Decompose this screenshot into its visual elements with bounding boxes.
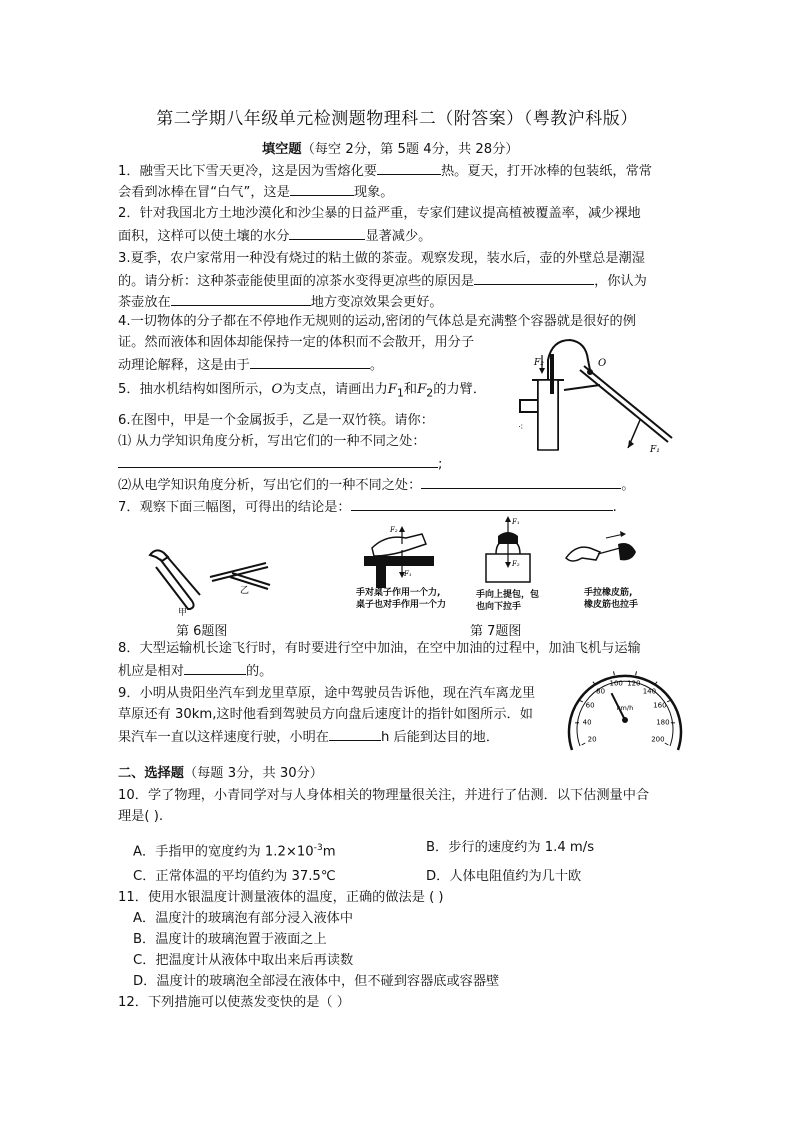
fig7-p1-caption-2: 桌子也对手作用一个力 — [356, 600, 447, 610]
fig7-p2-f2: F₂ — [512, 560, 520, 568]
q4-line3 — [118, 354, 383, 376]
speedometer-tick-mark — [636, 671, 637, 675]
q10-option-a[interactable] — [133, 838, 336, 862]
q1-line1 — [118, 160, 652, 182]
q5-text-b: 为支点，请画出力 — [282, 382, 388, 397]
q2-line1 — [118, 204, 641, 224]
speedometer-tick-mark — [582, 743, 586, 745]
q2-text-c: 显著减少。 — [365, 229, 432, 244]
fig6-wrench-chopsticks — [140, 543, 300, 618]
q5-and: 和 — [403, 382, 418, 397]
q9-blank[interactable] — [329, 726, 381, 741]
q11-optB-text: B．温度计的玻璃泡置于液面之上 — [133, 932, 327, 947]
q9-text-a: 9．小明从贵阳坐汽车到龙里草原，途中驾驶员告诉他，现在汽车离龙里 — [118, 686, 536, 701]
q11-optC-text: C．把温度计从液体中取出来后再读数 — [133, 953, 354, 968]
q11-option-d[interactable] — [133, 972, 499, 992]
q11-stem-text: 11．使用水银温度计测量液体的温度，正确的做法是 ( ) — [118, 890, 444, 905]
fig7-p2-f1: F₁ — [512, 518, 520, 526]
pump-o-label: O — [598, 358, 607, 369]
q10-optD-text: D．人体电阻值约为几十欧 — [426, 869, 582, 884]
q12-stem-text: 12．下列措施可以使蒸发变快的是（ ） — [118, 995, 350, 1010]
q2-line2 — [118, 225, 431, 247]
q8-blank[interactable] — [184, 660, 246, 675]
q9-text-d: h 后能到达目的地． — [381, 730, 500, 745]
section2-note: （每题 3分，共 30分） — [183, 766, 323, 781]
speedometer-tick-label: 200 — [651, 735, 665, 744]
fig7-p2-caption-1: 手向上提包，包 — [476, 590, 540, 600]
pump-figure — [510, 330, 680, 460]
q6-line2 — [118, 432, 426, 452]
fig6-label-jia: 甲 — [178, 608, 188, 618]
q4-text-d: 。 — [369, 358, 384, 373]
fig7-p1-caption-1: 手对桌子作用一个力, — [356, 588, 441, 598]
q6-semicolon: ; — [438, 457, 443, 472]
q3-text-e: 地方变凉效果会更好。 — [310, 295, 443, 310]
q9-line3 — [118, 726, 499, 748]
pump-f2-label: F₂ — [534, 358, 544, 368]
q3-text-a: 3.夏季，农户家常用一种没有烧过的粘土做的茶壶。观察发现，装水后，壶的外壁总是潮湿 — [118, 251, 645, 266]
q1-text-c: 会看到冰棒在冒“白气”，这是 — [118, 185, 290, 200]
speedometer-tick-label: 40 — [582, 718, 592, 727]
q5-f2: F — [417, 382, 427, 397]
q1-text-d: 现象。 — [353, 185, 394, 200]
speedometer-figure — [566, 658, 684, 754]
q11-option-a[interactable] — [133, 909, 353, 929]
q10-optC-text: C．正常体温的平均值约为 37.5℃ — [133, 869, 336, 884]
fig7-picture-3 — [562, 530, 642, 580]
fig7-caption: 第 7题图 — [470, 624, 522, 639]
speedometer-tick-label: 100 — [609, 679, 623, 688]
q3-line2 — [118, 270, 647, 292]
q4-line1 — [118, 312, 636, 332]
speedometer-tick-label: 120 — [627, 679, 641, 688]
q10-option-b[interactable] — [426, 838, 594, 858]
pump-pivot — [587, 369, 593, 375]
q5-line — [118, 380, 486, 404]
q10-option-d[interactable] — [426, 867, 581, 887]
q5-pivot: O — [271, 382, 283, 397]
q7-line — [118, 496, 617, 518]
speedometer-tick-label: 140 — [642, 687, 657, 696]
q6-text-c: ⑵从电学知识角度分析，写出它们的一种不同之处： — [118, 478, 422, 493]
q6-blank-2[interactable] — [421, 474, 621, 489]
q3-blank-1[interactable] — [474, 270, 594, 285]
fig7-p3-caption-2: 橡皮筋也拉手 — [584, 600, 639, 610]
q4-text-a: 4.一切物体的分子都在不停地作无规则的运动,密闭的气体总是充满整个容器就是很好的例 — [118, 314, 636, 329]
q10-optB-text: B．步行的速度约为 1.4 m/s — [426, 840, 595, 855]
q1-blank-1[interactable] — [377, 160, 441, 175]
fig7-picture-1 — [362, 520, 442, 590]
section1-note: （每空 2分，第 5题 4分，共 28分） — [301, 142, 519, 157]
fig7-p1-f2: F₂ — [390, 526, 398, 534]
q6-line3 — [118, 453, 442, 475]
fig7-picture-2 — [478, 514, 538, 586]
section1-heading — [262, 140, 519, 160]
q4-text-c: 动理论解释，这是由于 — [118, 358, 250, 373]
q7-text-a: 7．观察下面三幅图，可得出的结论是： — [118, 500, 351, 515]
q5-text-a: 5．抽水机结构如图所示， — [118, 382, 272, 397]
q10-optA-exp: -3 — [313, 843, 323, 853]
q10-text-a: 10．学了物理，小青同学对与人身体相关的物理量很关注，并进行了估测．以下估测量中合 — [118, 788, 650, 803]
q9-line2 — [118, 705, 533, 725]
speedometer-tick-label: 20 — [587, 735, 597, 744]
fig6-label-yi: 乙 — [240, 586, 250, 596]
q2-text-a: 2．针对我国北方土地沙漠化和沙尘暴的日益严重，专家们建议提高植被覆盖率，减少裸地 — [118, 206, 641, 221]
speedometer-tick-label: 180 — [656, 718, 670, 727]
q11-stem — [118, 888, 444, 908]
speedometer-tick-mark — [614, 671, 615, 675]
q8-text-a: 8．大型运输机长途飞行时，有时要进行空中加油，在空中加油的过程中，加油飞机与运输 — [118, 641, 641, 656]
q5-text-c: 的力臂． — [433, 382, 487, 397]
q1-line2 — [118, 181, 393, 203]
q3-line1 — [118, 249, 645, 269]
q11-option-b[interactable] — [133, 930, 327, 950]
q10-optA-text: A．手指甲的宽度约为 1.2×10 — [133, 844, 314, 860]
q3-text-c: ，你认为 — [594, 274, 647, 289]
q11-option-c[interactable] — [133, 951, 353, 971]
q9-text-b: 草原还有 30km,这时他看到驾驶员方向盘后速度计的指针如图所示．如 — [118, 707, 533, 722]
fig6-caption: 第 6题图 — [176, 624, 228, 639]
q8-line2 — [118, 660, 272, 682]
q1-text-b: 热。夏天，打开冰棒的包装纸，常常 — [440, 164, 652, 179]
q2-blank[interactable] — [289, 225, 365, 240]
speedometer-unit: km/h — [616, 704, 634, 712]
speedometer-tick-label: 60 — [585, 701, 595, 710]
q10-line1 — [118, 786, 649, 806]
section1-title: 填空题 — [262, 142, 302, 157]
q5-f1-sub: 1 — [396, 386, 404, 400]
q11-optA-text: A．温度汁的玻璃泡有部分浸入液体中 — [133, 911, 354, 926]
pump-f1-label: F₁ — [650, 445, 660, 455]
q10-optA-unit: m — [322, 844, 336, 860]
q10-text-b: 理是( ). — [118, 809, 164, 824]
q3-text-b: 的。请分析：这种茶壶能使里面的凉茶水变得更凉些的原因是 — [118, 274, 475, 289]
q9-text-c: 果汽车一直以这样速度行驶，小明在 — [118, 730, 329, 745]
fig7-p3-caption-1: 手拉橡皮筋, — [584, 588, 633, 598]
fig7-p2-caption-2: 也向下拉手 — [476, 602, 522, 612]
speedometer-tick-label: 80 — [596, 687, 606, 696]
q8-text-b: 机应是相对 — [118, 664, 184, 679]
q6-text-b: ⑴ 从力学知识角度分析，写出它们的一种不同之处： — [118, 434, 426, 449]
q8-line1 — [118, 639, 641, 659]
q11-optD-text: D．温度计的玻璃泡全部浸在液体中，但不碰到容器底或容器壁 — [133, 974, 500, 989]
q5-f1: F — [387, 382, 397, 397]
q5-f2-sub: 2 — [426, 386, 434, 400]
q8-text-c: 的。 — [245, 664, 273, 679]
q7-blank[interactable] — [351, 496, 613, 511]
q4-text-b: 证。然而液体和固体却能保持一定的体积而不会散开，用分子 — [118, 335, 475, 350]
q3-text-d: 茶壶放在 — [118, 295, 171, 310]
q4-blank[interactable] — [250, 354, 370, 369]
q10-line2 — [118, 807, 163, 827]
section2-title: 二、选择题 — [118, 766, 184, 781]
q6-line1 — [118, 411, 434, 431]
q3-blank-2[interactable] — [171, 291, 311, 306]
q1-blank-2[interactable] — [290, 181, 354, 196]
q6-blank-1[interactable] — [118, 453, 438, 468]
speedometer-tick-label: 160 — [653, 701, 667, 710]
page-title: 第二学期八年级单元检测题物理科二（附答案）（粤教沪科版） — [156, 109, 638, 129]
q4-line2 — [118, 333, 474, 353]
section2-heading — [118, 764, 323, 784]
q1-text-a: 1．融雪天比下雪天更冷，这是因为雪熔化要 — [118, 164, 377, 179]
q10-option-c[interactable] — [133, 867, 336, 887]
q3-line3 — [118, 291, 443, 313]
q9-line1 — [118, 684, 535, 704]
q6-text-d: 。 — [621, 478, 635, 493]
water-drops-icon: ⁖ — [518, 423, 524, 433]
speedometer-tick-mark — [665, 743, 669, 745]
speedometer-hub — [622, 717, 628, 723]
q6-line4 — [118, 474, 635, 496]
q2-text-b: 面积，这样可以使土壤的水分 — [118, 229, 290, 244]
q12-stem — [118, 993, 350, 1013]
fig7-p1-f1: F₁ — [404, 570, 412, 578]
q6-text-a: 6.在图中，甲是一个金属扳手，乙是一双竹筷。请你： — [118, 413, 434, 428]
q7-text-b: . — [612, 500, 617, 515]
